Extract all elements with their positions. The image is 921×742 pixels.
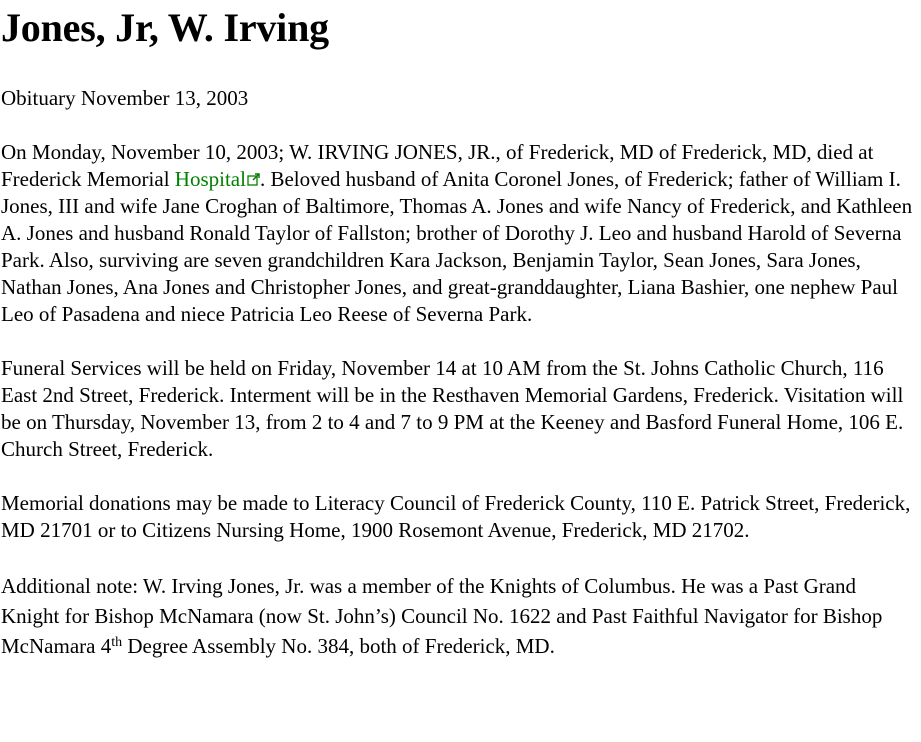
hospital-link[interactable] [175, 167, 260, 191]
note-text: Additional note: W. Irving Jones, Jr. was a member of the Knights of Columbus. He was a Past Grand Knight for Bishop McNamara (now St. John’s) Council No. 1622 and Past Faithful Navigator for Bishop McNamara 4 [1, 574, 883, 658]
external-link-icon [247, 173, 260, 186]
ordinal-superscript: th [111, 635, 123, 650]
hospital-link-label: Hospital [174, 167, 246, 191]
paragraph-text: On Monday, November 10, 2003; W. IRVING JONES, JR., of Frederick, MD of Frederick, MD, died at Frederick Memorial [1, 140, 874, 191]
note-text: Degree Assembly No. 384, both of Frederick, MD. [122, 634, 555, 658]
obituary-paragraph-additional-note [1, 571, 919, 661]
obituary-date: Obituary November 13, 2003 [1, 86, 249, 110]
obituary-paragraph-services: Funeral Services will be held on Friday, November 14 at 10 AM from the St. Johns Catholic Church, 116 East 2nd Street, Frederick. Interment will be in the Resthaven Memorial Gardens, Frederick. Visitation will be on Thursday, November 13, from 2 to 4 and 7 to 9 PM at the Keeney and Basford Funeral Home, 106 E. Church Street, Frederick. [1, 356, 904, 461]
obituary-paragraph-family [1, 139, 919, 328]
paragraph-text: . Beloved husband of Anita Coronel Jones, of Frederick; father of William I. Jones, III and wife Jane Croghan of Baltimore, Thomas A. Jones and wife Nancy of Frederick, and Kathleen A. Jones and husband Ronald Taylor of Fallston; brother of Dorothy J. Leo and husband Harold of Severna Park. Also, surviving are seven grandchildren Kara Jackson, Benjamin Taylor, Sean Jones, Sara Jones, Nathan Jones, Ana Jones and Christopher Jones, and great-granddaughter, Liana Bashier, one nephew Paul Leo of Pasadena and niece Patricia Leo Reese of Severna Park. [1, 167, 913, 326]
page-title: Jones, Jr, W. Irving [1, 5, 329, 50]
obituary-paragraph-donations: Memorial donations may be made to Literacy Council of Frederick County, 110 E. Patrick Street, Frederick, MD 21701 or to Citizens Nursing Home, 1900 Rosemont Avenue, Frederick, MD 21702. [1, 491, 911, 542]
